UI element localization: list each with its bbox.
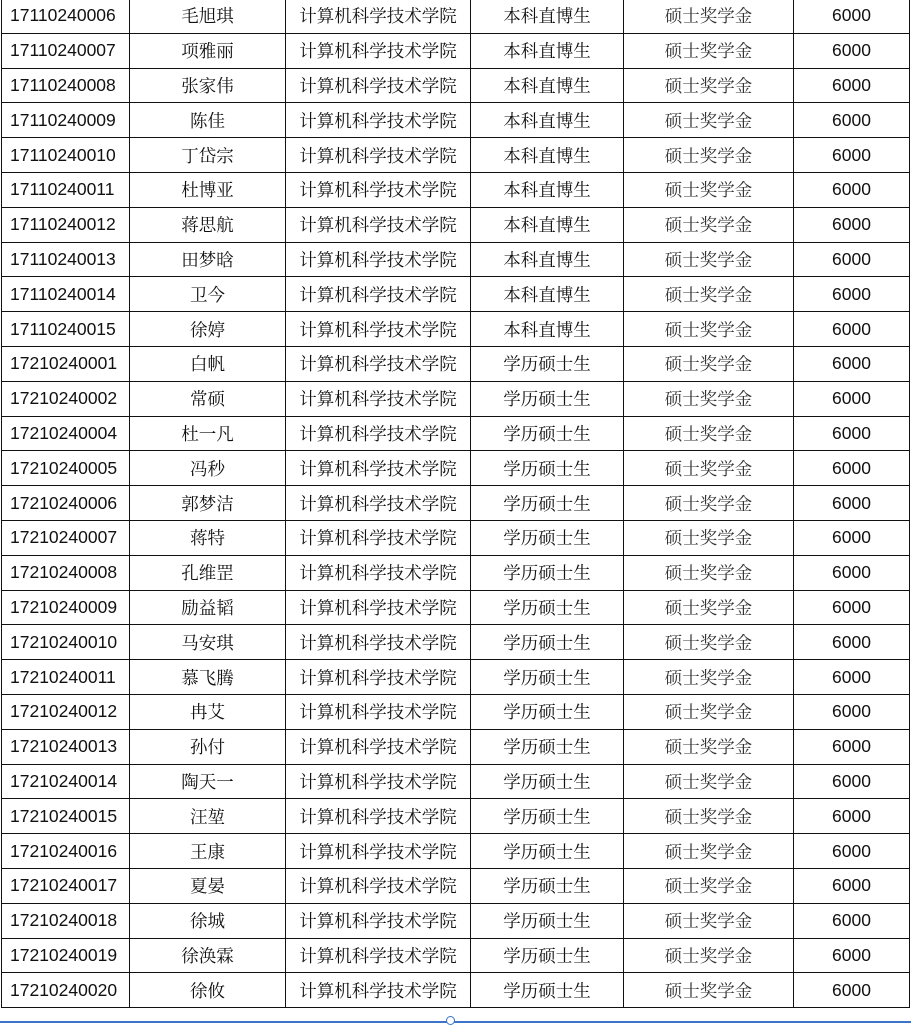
table-row (2, 486, 910, 521)
student-id-cell[interactable]: 17110240008 (2, 68, 130, 103)
school-cell[interactable]: 计算机科学技术学院 (286, 799, 471, 834)
student-id-cell[interactable]: 17210240018 (2, 903, 130, 938)
student-type-cell[interactable]: 本科直博生 (471, 68, 624, 103)
amount-cell[interactable]: 6000 (794, 938, 910, 973)
student-name-cell[interactable]: 孙付 (130, 729, 286, 764)
award-cell[interactable]: 硕士奖学金 (624, 172, 794, 207)
student-name-cell[interactable]: 陶天一 (130, 764, 286, 799)
award-cell[interactable]: 硕士奖学金 (624, 590, 794, 625)
student-type-cell[interactable]: 学历硕士生 (471, 625, 624, 660)
student-type-cell[interactable]: 本科直博生 (471, 312, 624, 347)
student-id-cell[interactable]: 17110240012 (2, 207, 130, 242)
student-id-cell[interactable]: 17110240007 (2, 33, 130, 68)
student-id-cell[interactable]: 17110240011 (2, 172, 130, 207)
student-name-cell[interactable]: 蒋特 (130, 520, 286, 555)
table-row (2, 138, 910, 173)
school-cell[interactable]: 计算机科学技术学院 (286, 834, 471, 869)
amount-cell[interactable]: 6000 (794, 520, 910, 555)
amount-cell[interactable]: 6000 (794, 834, 910, 869)
table-row (2, 103, 910, 138)
table-row (2, 660, 910, 695)
student-id-cell[interactable]: 17210240016 (2, 834, 130, 869)
school-cell[interactable]: 计算机科学技术学院 (286, 660, 471, 695)
table-row (2, 381, 910, 416)
student-name-cell[interactable]: 冉艾 (130, 694, 286, 729)
student-name-cell[interactable]: 田梦晗 (130, 242, 286, 277)
table-row (2, 68, 910, 103)
student-id-cell[interactable]: 17210240019 (2, 938, 130, 973)
student-type-cell[interactable]: 学历硕士生 (471, 799, 624, 834)
student-id-cell[interactable]: 17210240013 (2, 729, 130, 764)
student-name-cell[interactable]: 毛旭琪 (130, 0, 286, 33)
award-cell[interactable]: 硕士奖学金 (624, 277, 794, 312)
amount-cell[interactable]: 6000 (794, 312, 910, 347)
table-row (2, 729, 910, 764)
award-cell[interactable]: 硕士奖学金 (624, 520, 794, 555)
table-row (2, 799, 910, 834)
amount-cell[interactable]: 6000 (794, 277, 910, 312)
student-type-cell[interactable]: 学历硕士生 (471, 868, 624, 903)
school-cell[interactable]: 计算机科学技术学院 (286, 381, 471, 416)
amount-cell[interactable]: 6000 (794, 660, 910, 695)
student-name-cell[interactable]: 蒋思航 (130, 207, 286, 242)
school-cell[interactable]: 计算机科学技术学院 (286, 729, 471, 764)
student-id-cell[interactable]: 17210240017 (2, 868, 130, 903)
award-cell[interactable]: 硕士奖学金 (624, 764, 794, 799)
school-cell[interactable]: 计算机科学技术学院 (286, 520, 471, 555)
student-id-cell[interactable]: 17210240001 (2, 346, 130, 381)
amount-cell[interactable]: 6000 (794, 555, 910, 590)
amount-cell[interactable]: 6000 (794, 416, 910, 451)
award-cell[interactable]: 硕士奖学金 (624, 868, 794, 903)
amount-cell[interactable]: 6000 (794, 381, 910, 416)
table-row (2, 555, 910, 590)
amount-cell[interactable]: 6000 (794, 799, 910, 834)
student-name-cell[interactable]: 王康 (130, 834, 286, 869)
table-row (2, 520, 910, 555)
school-cell[interactable]: 计算机科学技术学院 (286, 555, 471, 590)
school-cell[interactable]: 计算机科学技术学院 (286, 590, 471, 625)
student-id-cell[interactable]: 17110240013 (2, 242, 130, 277)
award-cell[interactable]: 硕士奖学金 (624, 346, 794, 381)
student-id-cell[interactable]: 17210240020 (2, 973, 130, 1008)
student-name-cell[interactable]: 孔维罡 (130, 555, 286, 590)
school-cell[interactable]: 计算机科学技术学院 (286, 242, 471, 277)
school-cell[interactable]: 计算机科学技术学院 (286, 416, 471, 451)
student-type-cell[interactable]: 本科直博生 (471, 33, 624, 68)
table-row (2, 451, 910, 486)
award-cell[interactable]: 硕士奖学金 (624, 973, 794, 1008)
student-type-cell[interactable]: 学历硕士生 (471, 381, 624, 416)
student-type-cell[interactable]: 学历硕士生 (471, 834, 624, 869)
amount-cell[interactable]: 6000 (794, 103, 910, 138)
amount-cell[interactable]: 6000 (794, 625, 910, 660)
student-name-cell[interactable]: 丁岱宗 (130, 138, 286, 173)
school-cell[interactable]: 计算机科学技术学院 (286, 346, 471, 381)
student-name-cell[interactable]: 徐攸 (130, 973, 286, 1008)
table-row (2, 277, 910, 312)
student-type-cell[interactable]: 学历硕士生 (471, 486, 624, 521)
school-cell[interactable]: 计算机科学技术学院 (286, 868, 471, 903)
school-cell[interactable]: 计算机科学技术学院 (286, 764, 471, 799)
table-row (2, 938, 910, 973)
student-name-cell[interactable]: 项雅丽 (130, 33, 286, 68)
student-id-cell[interactable]: 17210240002 (2, 381, 130, 416)
student-type-cell[interactable]: 学历硕士生 (471, 660, 624, 695)
award-cell[interactable]: 硕士奖学金 (624, 416, 794, 451)
award-cell[interactable]: 硕士奖学金 (624, 207, 794, 242)
student-name-cell[interactable]: 徐城 (130, 903, 286, 938)
award-cell[interactable]: 硕士奖学金 (624, 625, 794, 660)
table-row (2, 33, 910, 68)
amount-cell[interactable]: 6000 (794, 172, 910, 207)
student-type-cell[interactable]: 学历硕士生 (471, 555, 624, 590)
amount-cell[interactable]: 6000 (794, 903, 910, 938)
award-cell[interactable]: 硕士奖学金 (624, 0, 794, 33)
table-row (2, 903, 910, 938)
school-cell[interactable]: 计算机科学技术学院 (286, 625, 471, 660)
award-cell[interactable]: 硕士奖学金 (624, 138, 794, 173)
table-row (2, 694, 910, 729)
table-row (2, 242, 910, 277)
school-cell[interactable]: 计算机科学技术学院 (286, 938, 471, 973)
school-cell[interactable]: 计算机科学技术学院 (286, 0, 471, 33)
amount-cell[interactable]: 6000 (794, 729, 910, 764)
student-name-cell[interactable]: 慕飞腾 (130, 660, 286, 695)
school-cell[interactable]: 计算机科学技术学院 (286, 973, 471, 1008)
student-id-cell[interactable]: 17210240014 (2, 764, 130, 799)
amount-cell[interactable]: 6000 (794, 33, 910, 68)
student-id-cell[interactable]: 17210240010 (2, 625, 130, 660)
table-row (2, 346, 910, 381)
student-id-cell[interactable]: 17110240014 (2, 277, 130, 312)
table-row (2, 973, 910, 1008)
student-name-cell[interactable]: 张家伟 (130, 68, 286, 103)
student-id-cell[interactable]: 17210240015 (2, 799, 130, 834)
student-type-cell[interactable]: 本科直博生 (471, 242, 624, 277)
school-cell[interactable]: 计算机科学技术学院 (286, 312, 471, 347)
school-cell[interactable]: 计算机科学技术学院 (286, 207, 471, 242)
school-cell[interactable]: 计算机科学技术学院 (286, 486, 471, 521)
amount-cell[interactable]: 6000 (794, 694, 910, 729)
student-type-cell[interactable]: 学历硕士生 (471, 729, 624, 764)
student-type-cell[interactable]: 本科直博生 (471, 172, 624, 207)
student-id-cell[interactable]: 17110240006 (2, 0, 130, 33)
table-row (2, 312, 910, 347)
amount-cell[interactable]: 6000 (794, 346, 910, 381)
student-name-cell[interactable]: 郭梦洁 (130, 486, 286, 521)
student-type-cell[interactable]: 学历硕士生 (471, 520, 624, 555)
student-type-cell[interactable]: 学历硕士生 (471, 451, 624, 486)
student-type-cell[interactable]: 学历硕士生 (471, 764, 624, 799)
table-row (2, 868, 910, 903)
student-id-cell[interactable]: 17110240010 (2, 138, 130, 173)
table-row (2, 416, 910, 451)
student-name-cell[interactable]: 励益韬 (130, 590, 286, 625)
amount-cell[interactable]: 6000 (794, 590, 910, 625)
table-row (2, 0, 910, 33)
student-name-cell[interactable]: 陈佳 (130, 103, 286, 138)
award-cell[interactable]: 硕士奖学金 (624, 486, 794, 521)
selection-boundary-line (0, 1021, 911, 1023)
student-id-cell[interactable]: 17110240009 (2, 103, 130, 138)
amount-cell[interactable]: 6000 (794, 138, 910, 173)
award-cell[interactable]: 硕士奖学金 (624, 729, 794, 764)
award-cell[interactable]: 硕士奖学金 (624, 834, 794, 869)
student-name-cell[interactable]: 徐涣霖 (130, 938, 286, 973)
student-type-cell[interactable]: 本科直博生 (471, 138, 624, 173)
student-id-cell[interactable]: 17210240008 (2, 555, 130, 590)
school-cell[interactable]: 计算机科学技术学院 (286, 68, 471, 103)
student-name-cell[interactable]: 汪堃 (130, 799, 286, 834)
award-cell[interactable]: 硕士奖学金 (624, 694, 794, 729)
student-type-cell[interactable]: 学历硕士生 (471, 416, 624, 451)
amount-cell[interactable]: 6000 (794, 68, 910, 103)
school-cell[interactable]: 计算机科学技术学院 (286, 138, 471, 173)
student-id-cell[interactable]: 17210240005 (2, 451, 130, 486)
student-type-cell[interactable]: 本科直博生 (471, 0, 624, 33)
award-cell[interactable]: 硕士奖学金 (624, 799, 794, 834)
table-row (2, 625, 910, 660)
student-type-cell[interactable]: 学历硕士生 (471, 346, 624, 381)
student-name-cell[interactable]: 白帆 (130, 346, 286, 381)
amount-cell[interactable]: 6000 (794, 207, 910, 242)
award-cell[interactable]: 硕士奖学金 (624, 242, 794, 277)
student-id-cell[interactable]: 17210240006 (2, 486, 130, 521)
school-cell[interactable]: 计算机科学技术学院 (286, 903, 471, 938)
award-cell[interactable]: 硕士奖学金 (624, 938, 794, 973)
award-cell[interactable]: 硕士奖学金 (624, 903, 794, 938)
amount-cell[interactable]: 6000 (794, 764, 910, 799)
student-name-cell[interactable]: 常硕 (130, 381, 286, 416)
award-cell[interactable]: 硕士奖学金 (624, 33, 794, 68)
award-cell[interactable]: 硕士奖学金 (624, 660, 794, 695)
student-name-cell[interactable]: 杜博亚 (130, 172, 286, 207)
table-row (2, 207, 910, 242)
amount-cell[interactable]: 6000 (794, 973, 910, 1008)
table-row (2, 764, 910, 799)
award-cell[interactable]: 硕士奖学金 (624, 68, 794, 103)
school-cell[interactable]: 计算机科学技术学院 (286, 33, 471, 68)
amount-cell[interactable]: 6000 (794, 242, 910, 277)
student-id-cell[interactable]: 17210240007 (2, 520, 130, 555)
table-body (2, 0, 910, 1008)
school-cell[interactable]: 计算机科学技术学院 (286, 103, 471, 138)
student-id-cell[interactable]: 17210240004 (2, 416, 130, 451)
table-row (2, 172, 910, 207)
school-cell[interactable]: 计算机科学技术学院 (286, 277, 471, 312)
table-row (2, 834, 910, 869)
student-name-cell[interactable]: 马安琪 (130, 625, 286, 660)
award-cell[interactable]: 硕士奖学金 (624, 312, 794, 347)
award-cell[interactable]: 硕士奖学金 (624, 381, 794, 416)
award-cell[interactable]: 硕士奖学金 (624, 555, 794, 590)
school-cell[interactable]: 计算机科学技术学院 (286, 451, 471, 486)
student-id-cell[interactable]: 17210240011 (2, 660, 130, 695)
student-name-cell[interactable]: 杜一凡 (130, 416, 286, 451)
student-type-cell[interactable]: 学历硕士生 (471, 903, 624, 938)
award-cell[interactable]: 硕士奖学金 (624, 103, 794, 138)
table-row (2, 590, 910, 625)
student-name-cell[interactable]: 夏晏 (130, 868, 286, 903)
student-type-cell[interactable]: 学历硕士生 (471, 694, 624, 729)
amount-cell[interactable]: 6000 (794, 451, 910, 486)
award-cell[interactable]: 硕士奖学金 (624, 451, 794, 486)
student-type-cell[interactable]: 本科直博生 (471, 207, 624, 242)
student-type-cell[interactable]: 本科直博生 (471, 103, 624, 138)
amount-cell[interactable]: 6000 (794, 486, 910, 521)
student-name-cell[interactable]: 卫今 (130, 277, 286, 312)
student-id-cell[interactable]: 17210240009 (2, 590, 130, 625)
amount-cell[interactable]: 6000 (794, 0, 910, 33)
scholarship-table (1, 0, 910, 1008)
school-cell[interactable]: 计算机科学技术学院 (286, 694, 471, 729)
student-type-cell[interactable]: 学历硕士生 (471, 973, 624, 1008)
student-name-cell[interactable]: 徐婷 (130, 312, 286, 347)
student-type-cell[interactable]: 学历硕士生 (471, 938, 624, 973)
school-cell[interactable]: 计算机科学技术学院 (286, 172, 471, 207)
student-id-cell[interactable]: 17210240012 (2, 694, 130, 729)
student-type-cell[interactable]: 本科直博生 (471, 277, 624, 312)
student-type-cell[interactable]: 学历硕士生 (471, 590, 624, 625)
amount-cell[interactable]: 6000 (794, 868, 910, 903)
student-id-cell[interactable]: 17110240015 (2, 312, 130, 347)
student-name-cell[interactable]: 冯秒 (130, 451, 286, 486)
